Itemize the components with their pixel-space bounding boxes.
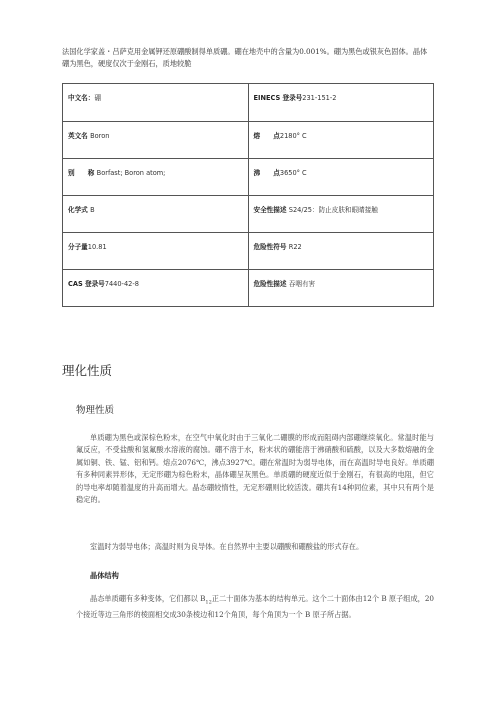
property-value: 3650° C	[279, 169, 307, 177]
conductivity-paragraph: 室温时为弱导电体；高温时则为良导体。在自然界中主要以硼酸和硼酸盐的形式存在。	[90, 542, 364, 551]
table-cell	[248, 270, 434, 307]
property-value: 吞咽有害	[288, 280, 316, 288]
section-title: 理化性质	[62, 363, 113, 378]
table-row	[63, 270, 434, 307]
crystal-subscript: 12	[205, 599, 212, 606]
property-key: 英文名	[68, 132, 91, 140]
property-key: 别 称	[68, 169, 97, 177]
property-key: 危险性符号	[253, 243, 289, 251]
table-cell	[63, 122, 249, 159]
crystal-text-b: 正二十面体为基本的结构单元。这个二十面体由12个 B 原子组成，20个接近等边三角形的棱面相交成30条棱边和12个角顶，每个角顶为一个 B 原子所占据。	[76, 594, 434, 619]
property-key: 危险性描述	[253, 280, 289, 288]
intro-paragraph: 法国化学家盖・吕萨克用金属钾还原硼酸制得单质硼。硼在地壳中的含量为0.001%。硼为黑色或银灰色固体。晶体硼为黑色，硬度仅次于金刚石，质地较脆	[62, 47, 428, 68]
property-key: 安全性描述	[253, 206, 289, 214]
crystal-structure-paragraph	[76, 593, 434, 621]
table-cell	[248, 159, 434, 196]
property-value: Boron	[90, 132, 110, 140]
property-key: 熔 点	[253, 132, 280, 140]
property-value: R22	[288, 243, 302, 251]
property-key: 沸 点	[253, 169, 280, 177]
property-key: EINECS 登录号	[253, 94, 303, 102]
table-cell	[248, 122, 434, 159]
property-value: 231-151-2	[302, 94, 337, 102]
table-row	[63, 159, 434, 196]
property-key: 化学式	[68, 206, 91, 214]
crystal-text-a: 晶态单质硼有多种变体，它们都以 B	[90, 594, 206, 603]
property-value: 10.81	[87, 243, 107, 251]
property-key: 分子量	[68, 243, 88, 251]
physical-properties-paragraph: 单质硼为黑色或深棕色粉末，在空气中氧化时由于三氧化二硼膜的形成而阻碍内部硼继续氧化。常温时能与氟反应，不受盐酸和氢氟酸水溶液的腐蚀。硼不溶于水，粉末状的硼能溶于沸硝酸和硫酸，以及大多数熔融的金属如铜、铁、锰、铝和钙。熔点2076℃，沸点3927℃。硼在常温时为弱导电体，而在高温时导电良好。单质硼有多种同素异形体，无定形硼为棕色粉末，晶体硼呈灰黑色。单质硼的硬度近似于金刚石，有很高的电阻，但它的导电率却随着温度的升高而增大。晶态硼较惰性，无定形硼则比较活泼。硼共有14种同位素，其中只有两个是稳定的。	[76, 433, 434, 505]
table-row	[63, 196, 434, 233]
properties-table	[62, 83, 434, 307]
property-value: 7440-42-8	[104, 280, 139, 288]
property-value: S24/25：防止皮肤和眼睛接触	[288, 206, 378, 214]
table-row	[63, 122, 434, 159]
table-cell	[63, 159, 249, 196]
table-cell	[63, 84, 249, 122]
table-row	[63, 233, 434, 270]
table-cell	[63, 233, 249, 270]
table-cell	[248, 84, 434, 122]
table-cell	[248, 196, 434, 233]
property-key: 中文名：	[68, 94, 95, 102]
property-value: Borfast; Boron atom;	[96, 169, 166, 177]
property-key: CAS 登录号	[68, 280, 105, 288]
property-value: 2180° C	[279, 132, 307, 140]
table-row	[63, 84, 434, 122]
subsection-title: 物理性质	[76, 405, 115, 416]
property-value: 硼	[94, 94, 101, 102]
table-cell	[63, 270, 249, 307]
property-value: B	[90, 206, 95, 214]
table-cell	[63, 196, 249, 233]
table-cell	[248, 233, 434, 270]
crystal-structure-heading: 晶体结构	[90, 571, 119, 580]
